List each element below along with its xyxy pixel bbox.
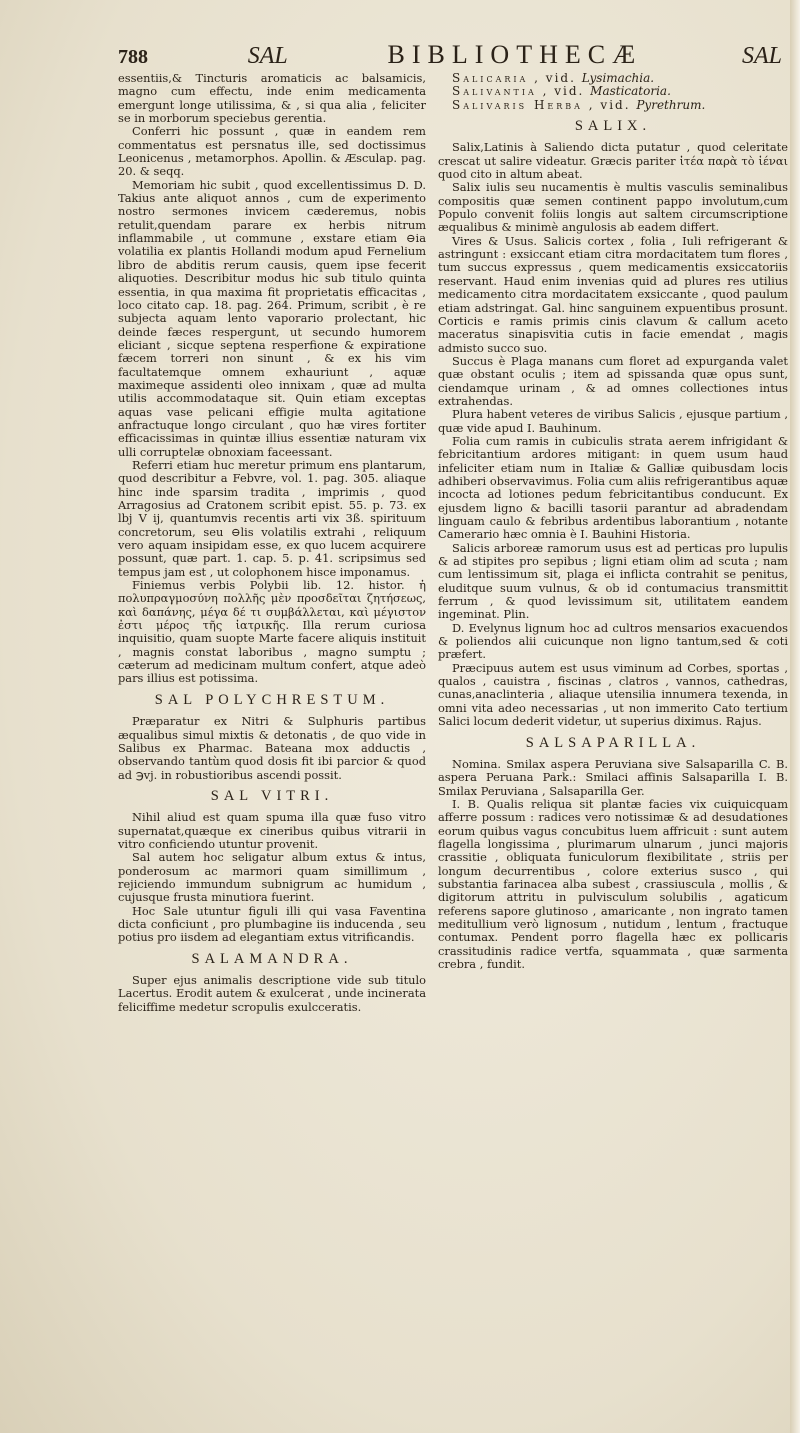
paragraph: Memoriam hic subit , quod excellentissimus D. D. Takius ante aliquot annos , cum de experimento nostro sermones invicem cæderemus, nobis retulit,quendam parare ex herbis nitrum inflammabile , ut commune , exstare etiam ⊖ia volatilia ex plantis Hollandi modum apud Fernelium libro de abditis rerum causis, quem ipse fecerit aliquoties. Describitur modus hic sub titulo quinta essentia, in qua maxima fit proprietatis efficacitas , loco citato cap. 18. pag. 264. Primum, scribit , è re subjecta aquam lento vaporario prolectant, hic deinde fæces respergunt, ut secundo humorem eliciant , sicque septena resperfione & expiratione fæcem torreri non sinunt , & ex his vim facultatemque omnem exhauriunt , aquæ maximeque assidenti oleo innixam , quæ ad multa utilis accommodataque sit. Quin etiam exceptas aquas vase pelicani effigie multa agitatione anfractuque longo circulant , quo hæ vires fortiter efficacissimas in quintæ illius essentiæ naturam vix ulli corruptelæ obnoxiam faceessant. (118, 177, 426, 459)
paragraph: essentiis,& Tincturis aromaticis ac balsamicis, magno cum effectu, inde enim medicamenta emergunt longe utilissima, & , si qua alia , feliciter se in morborum speciebus gerentia. (118, 71, 426, 126)
running-head (118, 40, 782, 70)
paragraph: Sal autem hoc seligatur album extus & intus, ponderosum ac marmori quam simillimum , rejiciendo immundum subnigrum ac humidum , cujusque frusta minutiora fuerint. (118, 850, 426, 905)
xref-target: Lysimachia. (581, 71, 655, 85)
xref-tail: , vid. (542, 84, 585, 99)
page-edge (790, 0, 800, 1433)
running-head-left: SAL (247, 43, 288, 69)
section-heading: SALAMANDRA. (191, 950, 353, 967)
paragraph: Nihil aliud est quam spuma illa quæ fuso vitro supernatat,quæque ex cineribus quibus vitrarii in vitro conficiendo utuntur provenit. (118, 810, 426, 851)
paragraph: Salix,Latinis à Saliendo dicta putatur , quod celeritate crescat ut salire videatur. Græcis pariter ἰτέα παρὰ τὸ ἱέναι quod cito in altum abeat. (438, 140, 788, 182)
paragraph: Conferri hic possunt , quæ in eandem rem commentatus est persnatus ille, sed doctissimus Leonicenus , metamorphos. Apollin. & Æsculap. pag. 20. & seqq. (118, 124, 426, 179)
xref-target: Masticatoria. (590, 84, 671, 99)
section-heading: SALIX. (574, 118, 652, 135)
paragraph: Salicis arboreæ ramorum usus est ad perticas pro lupulis & ad stipites pro sepibus ; ligni etiam olim ad scuta ; nam cum lentissimum sit, plaga ei inflicta contrahit se penitus, eluditque suum vulnus, & ob id contumacius transmittit ferrum , & quod levissimum sit, utilitatem eandem ingeminat. Plin. (438, 540, 788, 622)
paragraph: Folia cum ramis in cubiculis strata aerem infrigidant & febricitantium ardores mitigant: in quem usum haud infeliciter etiam num in Italiæ & Galliæ quibusdam locis adhiberi observavimus. Folia cum aliis refrigerantibus aquæ incocta ad lotiones pedum febricitantibus conducunt. Ex ejusdem ligno & bacilli tasorii parantur ad abradendam linguam caulo & febribus ardentibus laborantium , notante Camerario hæc omnia è I. Bauhini Historia. (438, 433, 788, 542)
paragraph: Referri etiam huc meretur primum ens plantarum, quod describitur a Febvre, vol. 1. pag. 305. aliaque hinc inde sparsim tradita , imprimis , quod Arragosius ad Cratonem scribit epist. 55. p. 73. ex lbj V ij, quantumvis recentis arti vix 3ß. spirituum concretorum, seu ⊖lis volatilis extrahi , reliquum vero aquam insipidam esse, ex quo lucem acquirere possunt, quæ part. 1. cap. 5. p. 41. scripsimus sed tempus jam est , ut colophonem hisce imponamus. (118, 457, 426, 579)
page-number: 788 (118, 46, 148, 68)
headword: Salivantia (452, 84, 537, 99)
paragraph: Succus è Plaga manans cum floret ad expurganda valet quæ obstant oculis ; item ad spissanda quæ opus sunt, ciendamque urinam , & ad omnes collectiones intus extrahendas. (438, 353, 788, 408)
xref-tail: , vid. (534, 71, 576, 85)
headword: Salivaris Herba (452, 97, 583, 112)
paragraph: Super ejus animalis descriptione vide sub titulo Lacertus. Erodit autem & exulcerat , unde incinerata feliciffime medetur scropulis exulcceratis. (118, 973, 426, 1014)
section-heading: SAL POLYCHRESTUM. (154, 691, 390, 708)
paragraph: Finiemus verbis Polybii lib. 12. histor. ἡ πολυπραγμοσύνη πολλῆς μὲν προσδεῖται ζητήσεως, καὶ δαπάνης, μέγα δέ τι συμβάλλεται, καὶ μέγιστον ἐστι μέρος τῆς ἱατρικῆς. Illa rerum curiosa inquisitio, quam suopte Marte facere aliquis instituit , magnis constat laboribus , magno sumptu ; cæterum ad medicinam multum confert, atque adeò pars illius est potissima. (118, 578, 426, 686)
paragraph: Plura habent veteres de viribus Salicis , ejusque partium , quæ vide apud I. Bauhinum. (438, 407, 788, 435)
xref-target: Pyrethrum. (636, 97, 706, 112)
paragraph: Præparatur ex Nitri & Sulphuris partibus æqualibus simul mixtis & detonatis , de quo vide in Salibus ex Pharmac. Bateana mox adductis , observando tantùm quod dosis fit ibi parcior & quod ad ℈vj. in robustioribus ascendi possit. (118, 714, 426, 782)
paragraph: Præcipuus autem est usus viminum ad Corbes, sportas , qualos , cauistra , fiscinas , clatros , vannos, cathedras, cunas,anaclinteria , aliaque utensilia innumera texenda, in omni vita adeo necessarias , ut non immerito Cato tertium Salici locum dederit videtur, ut superius diximus. Rajus. (438, 660, 788, 729)
cross-reference (438, 99, 788, 112)
running-head-right: SAL (741, 43, 782, 69)
paragraph: Nomina. Smilax aspera Peruviana sive Salsaparilla C. B. aspera Peruana Park.: Smilaci affinis Salsaparilla I. B. Smilax Peruviana , Salsaparilla Ger. (438, 756, 788, 798)
left-column (118, 72, 426, 1014)
section-heading: SALSAPARILLA. (525, 734, 701, 751)
section-heading: SAL VITRI. (210, 787, 334, 804)
paragraph: Vires & Usus. Salicis cortex , folia , Iuli refrigerant & astringunt : exsiccant etiam citra mordacitatem tum flores , tum succus expressus , quem medicamentis exsiccatoriis reservant. Haud enim invenias quid ad plures res utilius medicamento citra mordacitatem exsiccante , quod paulum etiam adstringat. Gal. hinc sanguinem expuentibus prosunt. Corticis e ramis primis cinis clavum & callum aceto maceratus sinapisvitia cutis in facie emendat , magis admisto succo suo. (438, 233, 788, 355)
right-column (438, 72, 788, 971)
cross-reference (438, 85, 788, 98)
paragraph: D. Evelynus lignum hoc ad cultros mensarios exacuendos & poliendos alii cuicunque non ligno tantum,sed & coti præfert. (438, 620, 788, 662)
headword: Salicaria (452, 71, 529, 85)
paragraph: Salix iulis seu nucamentis è multis vasculis seminalibus compositis quæ semen continent pappo involutum,cum Populo convenit foliis longis aut saltem circumscriptione æqualibus & minimè angulosis ab eadem differt. (438, 180, 788, 235)
cross-reference (438, 72, 788, 85)
paragraph: I. B. Qualis reliqua sit plantæ facies vix cuiquicquam afferre possum : radices vero notissimæ & ad desudationes eorum quibus vagus concubitus luem affricuit : sunt autem flagella longissima , plurimarum ulnarum , junci majoris crassitie , obliquata funiculorum flexibilitate , striis per longum decurrentibus , colore exterius susco , qui substantia farinacea alba subest , crassiuscula , mollis , & digitorum attritu in pulvisculum solubilis , agaticum referens sapore glutinoso , amaricante , non ingrato tamen meditullium verò lignosum , nutidum , lentum , fractuque contumax. Pendent porro flagella hæc ex pollicaris crassitudinis radice vertfa, squammata , quæ sarmenta crebra , fundit. (438, 796, 788, 971)
paragraph: Hoc Sale utuntur figuli illi qui vasa Faventina dicta conficiunt , pro plumbagine iis inducenda , seu potius pro iisdem ad elegantiam extus vitrificandis. (118, 903, 426, 945)
xref-tail: , vid. (588, 97, 631, 112)
running-head-title: BIBLIOTHECÆ (387, 40, 643, 69)
